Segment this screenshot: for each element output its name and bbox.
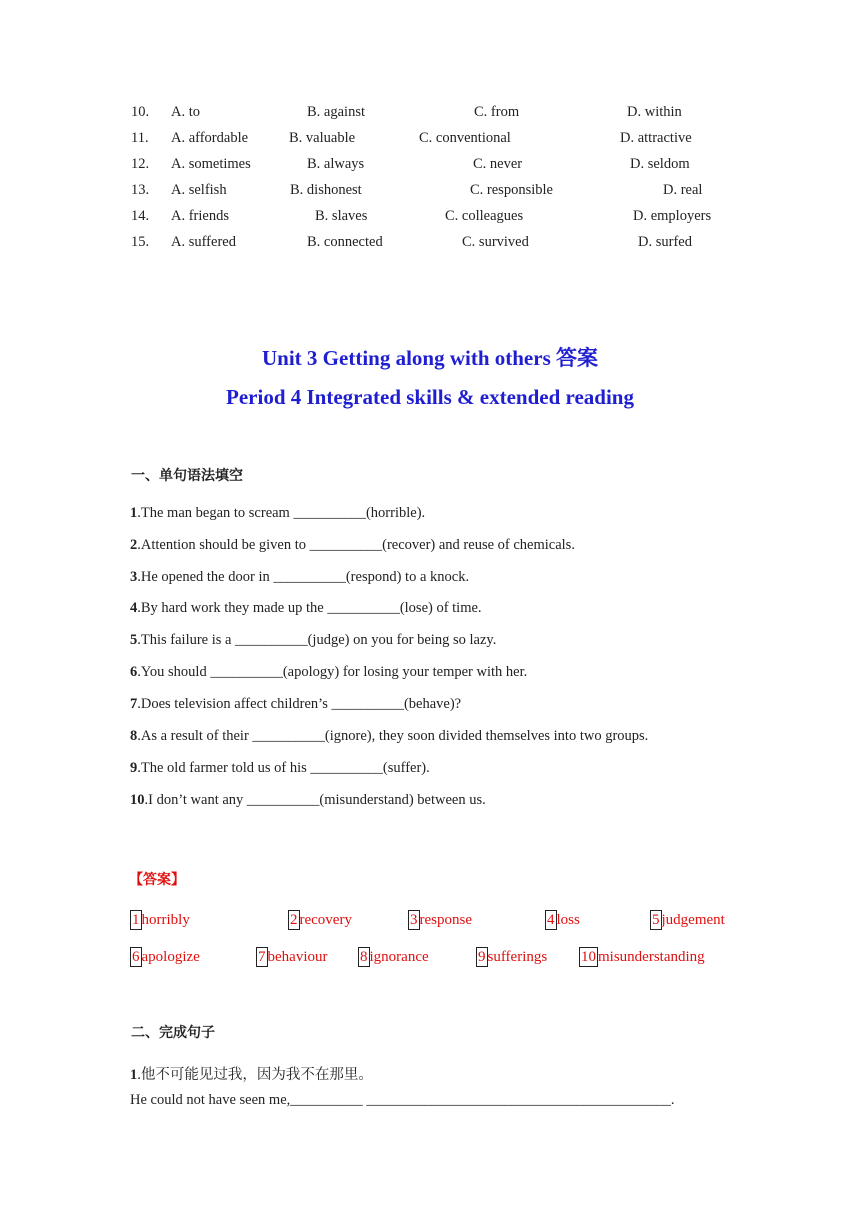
question-item: 10.I don’t want any __________(misunderstand) between us.	[130, 792, 486, 808]
answer-number-box: 3	[410, 912, 418, 928]
option-a: A. friends	[171, 208, 229, 224]
option-b: B. dishonest	[290, 182, 362, 198]
option-c: C. colleagues	[445, 208, 524, 224]
option-number: 12.	[131, 156, 150, 172]
answer-item: 4 loss	[547, 912, 580, 928]
answer-number-box: 10	[581, 949, 596, 965]
option-number: 10.	[131, 104, 150, 120]
option-b: B. connected	[307, 234, 383, 250]
answer-item: 5 judgement	[652, 912, 725, 928]
option-a: A. to	[171, 104, 200, 120]
option-c: C. from	[474, 104, 520, 120]
answer-number-box: 5	[652, 912, 660, 928]
option-b: B. always	[307, 156, 365, 172]
period-title: Period 4 Integrated skills & extended reading	[226, 385, 634, 409]
unit-title: Unit 3 Getting along with others 答案	[262, 346, 598, 370]
question-item: 4.By hard work they made up the __________(lose) of time.	[130, 600, 482, 616]
answer-number-box: 9	[478, 949, 486, 965]
option-d: D. surfed	[638, 234, 692, 250]
option-number: 11.	[131, 130, 149, 146]
section2-question-en: He could not have seen me,__________ __________________________________________.	[130, 1092, 675, 1108]
answer-item: 8 ignorance	[360, 949, 429, 965]
section1-heading: 一、单句语法填空	[131, 468, 243, 484]
answer-item: 1 horribly	[132, 912, 190, 928]
answer-item: 3 response	[410, 912, 472, 928]
option-a: A. suffered	[171, 234, 236, 250]
answer-number-box: 8	[360, 949, 368, 965]
answer-heading: 【答案】	[129, 872, 185, 888]
answer-item: 6 apologize	[132, 949, 200, 965]
answer-item: 10 misunderstanding	[581, 949, 705, 965]
question-item: 1.The man began to scream __________(horrible).	[130, 505, 426, 521]
option-d: D. employers	[633, 208, 712, 224]
question-item: 6.You should __________(apology) for losing your temper with her.	[130, 664, 528, 680]
answer-item: 2 recovery	[290, 912, 352, 928]
option-c: C. responsible	[470, 182, 553, 198]
answer-number-box: 7	[258, 949, 266, 965]
section2-question-cn: 1.他不可能见过我，因为我不在那里。	[130, 1067, 373, 1083]
answer-number-box: 1	[132, 912, 140, 928]
option-d: D. seldom	[630, 156, 690, 172]
question-item: 3.He opened the door in __________(respond) to a knock.	[130, 569, 470, 585]
question-item: 2.Attention should be given to __________(recover) and reuse of chemicals.	[130, 537, 575, 553]
option-a: A. selfish	[171, 182, 227, 198]
question-item: 8.As a result of their __________(ignore), they soon divided themselves into two groups.	[130, 728, 649, 744]
option-d: D. real	[663, 182, 703, 198]
option-b: B. slaves	[315, 208, 368, 224]
section2-heading: 二、完成句子	[131, 1025, 215, 1041]
option-d: D. attractive	[620, 130, 692, 146]
option-d: D. within	[627, 104, 682, 120]
option-c: C. survived	[462, 234, 529, 250]
option-a: A. sometimes	[171, 156, 251, 172]
option-c: C. conventional	[419, 130, 511, 146]
option-b: B. against	[307, 104, 365, 120]
question-item: 9.The old farmer told us of his __________(suffer).	[130, 760, 430, 776]
answer-item: 7 behaviour	[258, 949, 328, 965]
question-item: 5.This failure is a __________(judge) on you for being so lazy.	[130, 632, 497, 648]
answer-number-box: 6	[132, 949, 140, 965]
answer-item: 9 sufferings	[478, 949, 548, 965]
answer-number-box: 4	[547, 912, 555, 928]
option-number: 13.	[131, 182, 150, 198]
answer-number-box: 2	[290, 912, 298, 928]
option-a: A. affordable	[171, 130, 249, 146]
option-number: 15.	[131, 234, 150, 250]
question-item: 7.Does television affect children’s __________(behave)?	[130, 696, 462, 712]
option-c: C. never	[473, 156, 523, 172]
option-b: B. valuable	[289, 130, 356, 146]
option-number: 14.	[131, 208, 150, 224]
